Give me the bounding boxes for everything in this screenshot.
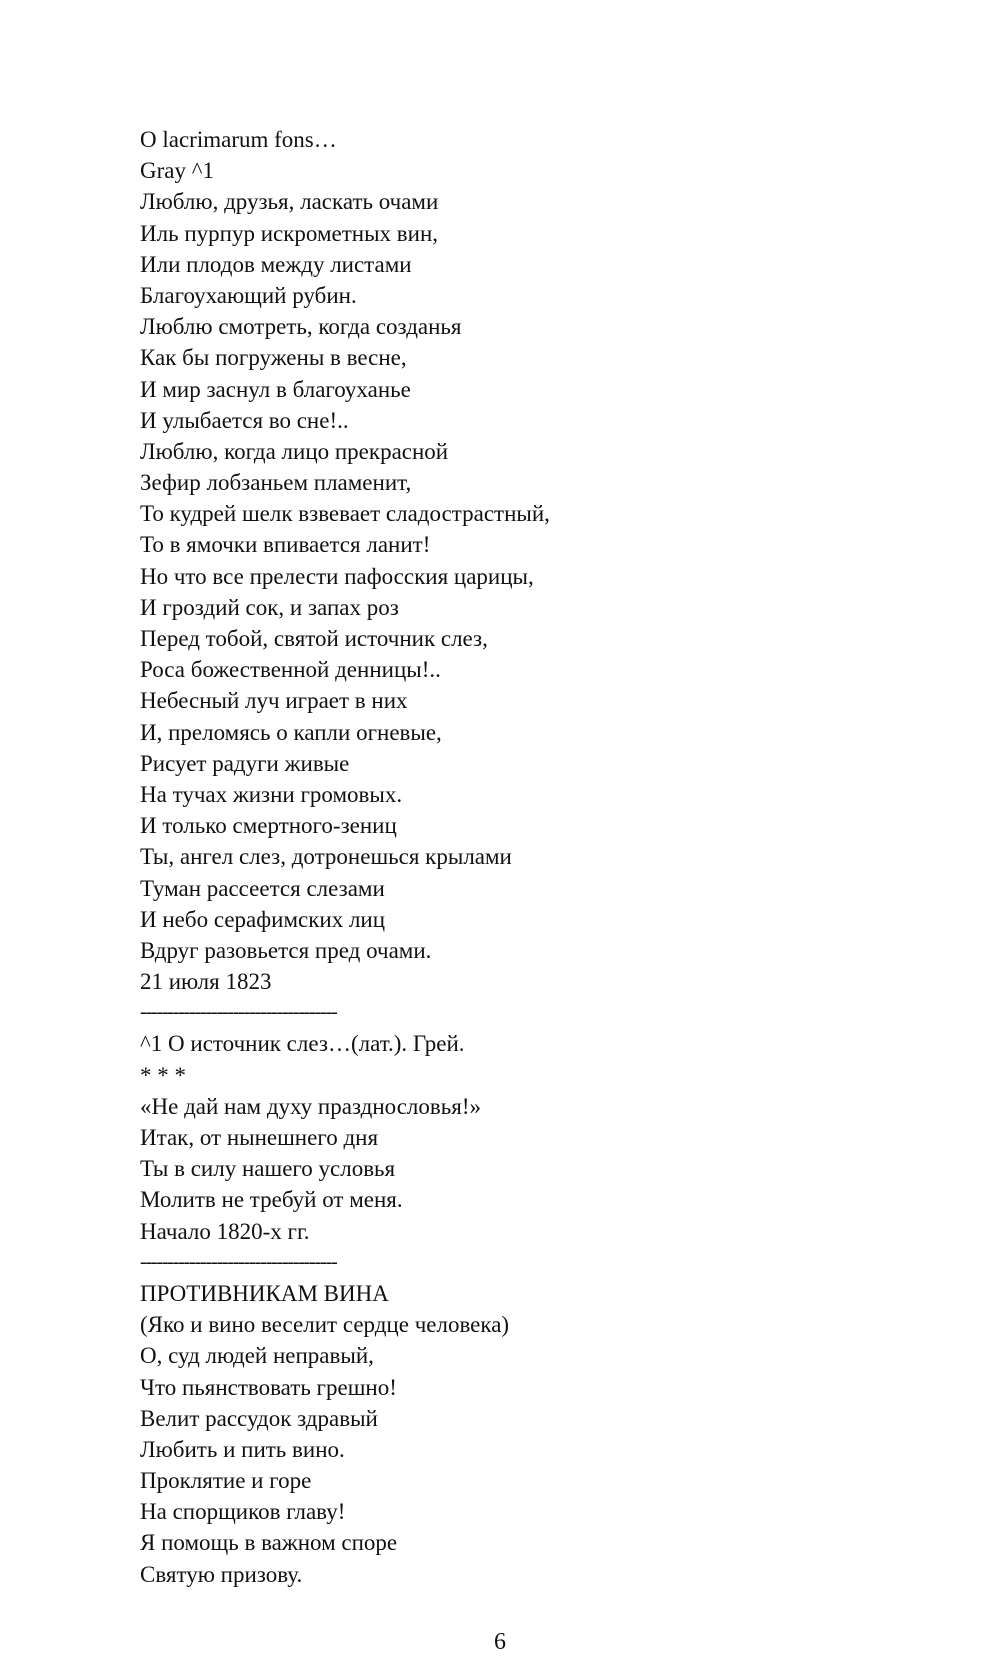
poem1-line: И, преломясь о капли огневые, — [140, 719, 442, 745]
poem2-line: «Не дай нам духу празднословья!» — [140, 1093, 481, 1119]
poem1-line: И гроздий сок, и запах роз — [140, 594, 399, 620]
poem1-line: То кудрей шелк взвевает сладострастный, — [140, 501, 550, 527]
poem3-line: Любить и пить вино. — [140, 1436, 345, 1462]
poem1-line: Или плодов между листами — [140, 251, 412, 277]
poem1-line: И небо серафимских лиц — [140, 906, 386, 932]
poem3-title: ПРОТИВНИКАМ ВИНА — [140, 1280, 389, 1306]
poem2-stars: * * * — [140, 1062, 186, 1088]
poem3-line: На спорщиков главу! — [140, 1499, 346, 1525]
poem1-line: Вдруг разовьется пред очами. — [140, 937, 432, 963]
poem3-line: Я помощь в важном споре — [140, 1530, 398, 1556]
poem1-line: Как бы погружены в весне, — [140, 345, 407, 371]
poem3-line: Что пьянствовать грешно! — [140, 1374, 397, 1400]
poem1-line: Перед тобой, святой источник слез, — [140, 626, 488, 651]
poem1-line: Люблю, когда лицо прекрасной — [140, 438, 449, 464]
poem1-epigraph: O lacrimarum fons… — [140, 127, 337, 152]
poem2-line: Ты в силу нашего условья — [140, 1156, 396, 1182]
poem1-line: Туман рассеется слезами — [140, 875, 385, 901]
poem1-line: Рисует радуги живые — [140, 750, 350, 776]
page-text — [140, 124, 900, 1590]
poem3-line: О, суд людей неправый, — [140, 1343, 374, 1369]
poem1-line: На тучах жизни громовых. — [140, 781, 403, 807]
poem1-line: Ты, ангел слез, дотронешься крылами — [140, 844, 512, 870]
poem3-line: Проклятие и горе — [140, 1468, 312, 1494]
poem2-date: Начало 1820-х гг. — [140, 1218, 310, 1244]
poem1-line: И мир заснул в благоуханье — [140, 376, 411, 402]
poem1-line: И улыбается во сне!.. — [140, 407, 349, 433]
page-number: 6 — [494, 1629, 506, 1655]
poem2-line: Молитв не требуй от меня. — [140, 1187, 403, 1213]
poem3-line: Велит рассудок здравый — [140, 1405, 378, 1431]
poem3-subtitle: (Яко и вино веселит сердце человека) — [140, 1312, 510, 1338]
poem1-footnote: ^1 О источник слез…(лат.). Грей. — [140, 1031, 465, 1057]
poem1-line: Люблю, друзья, ласкать очами — [140, 189, 439, 215]
poem1-line: Роса божественной денницы!.. — [140, 657, 441, 683]
poem1-date: 21 июля 1823 — [140, 969, 272, 995]
poem1-line: Небесный луч играет в них — [140, 688, 408, 714]
poem2-separator: ------------------------------------ — [140, 1250, 337, 1273]
poem1-line: То в ямочки впивается ланит! — [140, 532, 431, 558]
poem1-line: Но что все прелести пафосския царицы, — [140, 563, 534, 589]
poem1-line: Люблю смотреть, когда созданья — [140, 314, 462, 340]
poem3-line: Святую призову. — [140, 1561, 303, 1587]
poem2-line: Итак, от нынешнего дня — [140, 1125, 379, 1150]
poem1-line: Иль пурпур искрометных вин, — [140, 220, 439, 246]
poem1-line: И только смертного-зениц — [140, 813, 397, 839]
poem1-separator: ------------------------------------ — [140, 1001, 337, 1024]
poem1-line: Зефир лобзаньем пламенит, — [140, 470, 412, 496]
poem1-line: Благоухающий рубин. — [140, 282, 357, 308]
poem1-epigraph-author: Gray ^1 — [140, 158, 215, 184]
